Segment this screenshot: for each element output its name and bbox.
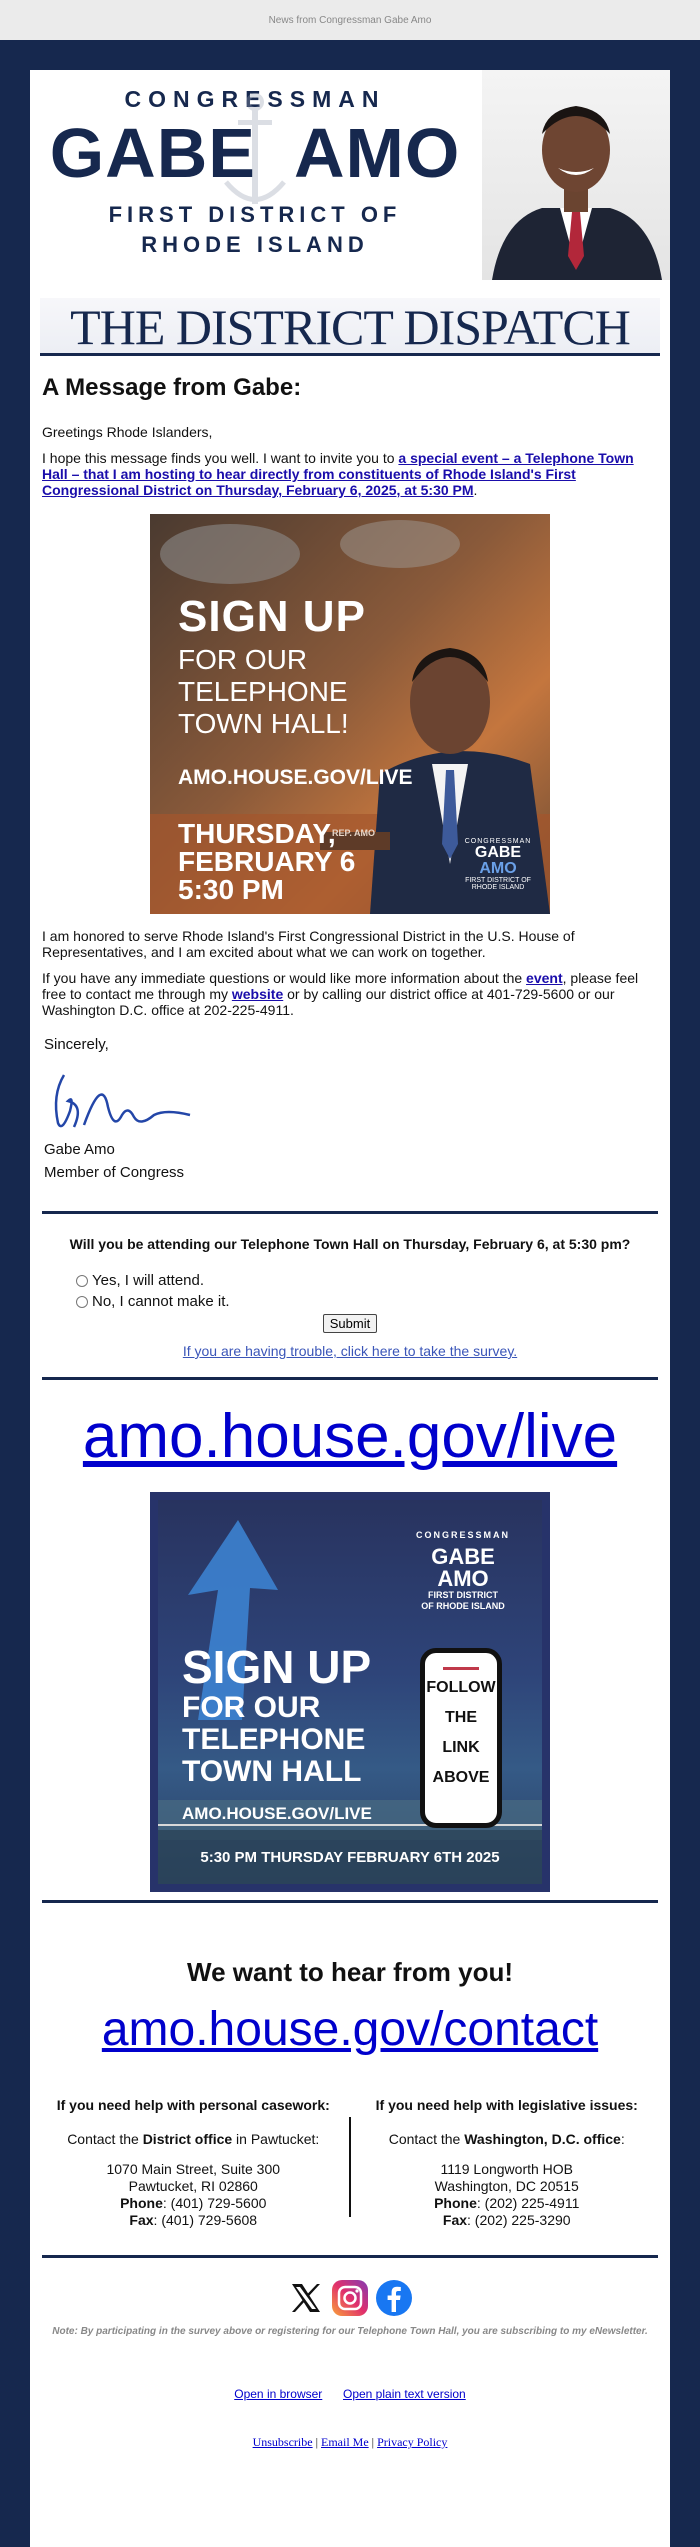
email-card <box>30 70 670 2547</box>
casework-phone: Phone: (401) 729-5600 <box>120 2195 267 2211</box>
logo-congressman: CONGRESSMAN <box>124 86 386 112</box>
promo-url: AMO.HOUSE.GOV/LIVE <box>178 766 413 789</box>
x-icon[interactable] <box>286 2278 326 2318</box>
promo2-brand-logo: CONGRESSMAN GABE AMO FIRST DISTRICT OF RHODE ISLAND <box>415 1530 510 1611</box>
radio-yes[interactable] <box>76 1275 88 1287</box>
legislative-fax: Fax: (202) 225-3290 <box>442 2212 571 2228</box>
message-heading: A Message from Gabe: <box>42 374 302 401</box>
signature-block <box>42 1036 658 1181</box>
promo2-date-line: 5:30 PM THURSDAY FEBRUARY 6TH 2025 <box>200 1849 500 1866</box>
social-icons <box>30 2278 670 2318</box>
casework-contact: Contact the District office in Pawtucket: <box>67 2131 320 2147</box>
signer-name: Gabe Amo <box>44 1141 115 1158</box>
promo2-subheading: FOR OUR TELEPHONE TOWN HALL <box>182 1691 366 1788</box>
privacy-policy-link[interactable]: Privacy Policy <box>377 2435 448 2449</box>
subscription-note: Note: By participating in the survey above or registering for our Telephone Town Hall, you are subscribing to my eNewsletter. <box>52 2326 648 2337</box>
casework-address-2: Pawtucket, RI 02860 <box>128 2178 258 2194</box>
handwritten-signature <box>44 1065 194 1135</box>
promo-date: THURSDAY, FEBRUARY 6 5:30 PM <box>178 818 356 905</box>
sincerely-text: Sincerely, <box>44 1036 109 1053</box>
submit-button[interactable]: Submit <box>323 1314 377 1333</box>
open-plain-text-link[interactable]: Open plain text version <box>342 2387 466 2401</box>
legal-links: Unsubscribe | Email Me | Privacy Policy <box>252 2435 448 2449</box>
congressman-portrait <box>482 70 670 280</box>
open-in-browser-link[interactable]: Open in browser <box>234 2387 323 2401</box>
promo-signup-heading: SIGN UP <box>178 592 366 641</box>
logo-name <box>30 116 480 190</box>
town-hall-promo-image[interactable] <box>150 514 550 914</box>
congressman-logo <box>30 70 480 280</box>
greeting-text: Greetings Rhode Islanders, <box>42 424 213 440</box>
survey-option-no[interactable]: No, I cannot make it. <box>76 1293 648 1310</box>
event-link[interactable]: event <box>526 970 563 986</box>
dispatch-masthead: THE DISTRICT DISPATCH <box>40 298 660 356</box>
signer-title: Member of Congress <box>44 1164 185 1181</box>
header-banner <box>30 70 670 280</box>
survey-form <box>30 1214 670 1377</box>
casework-column <box>38 2097 349 2229</box>
legislative-address-2: Washington, DC 20515 <box>434 2178 579 2194</box>
promo-subheading: FOR OUR TELEPHONE TOWN HALL! <box>178 644 349 739</box>
email-frame <box>0 40 700 2547</box>
unsubscribe-link[interactable]: Unsubscribe <box>252 2435 313 2449</box>
intro-paragraph: I hope this message finds you well. I want to invite you to a special event – a Telephone Town Hall – that I am hosting to hear directly from constituents of Rhode Island's First Congressional District on Thursday, February 6, 2025, at 5:30 PM. <box>42 450 634 498</box>
legislative-phone: Phone: (202) 225-4911 <box>434 2195 580 2211</box>
section-divider <box>42 2255 658 2258</box>
survey-question: Will you be attending our Telephone Town Hall on Thursday, February 6, at 5:30 pm? <box>69 1236 631 1252</box>
promo-nameplate: REP. AMO <box>332 828 376 838</box>
office-columns <box>30 2097 670 2229</box>
website-link[interactable]: website <box>231 986 284 1002</box>
hear-from-you-heading: We want to hear from you! <box>187 1957 513 1987</box>
casework-address-1: 1070 Main Street, Suite 300 <box>106 2161 281 2177</box>
logo-last-name: AMO <box>293 114 461 192</box>
survey-option-yes[interactable]: Yes, I will attend. <box>76 1272 648 1289</box>
casework-heading: If you need help with personal casework: <box>56 2097 330 2113</box>
view-options <box>30 2387 670 2401</box>
town-hall-promo-image-2[interactable] <box>150 1492 550 1892</box>
promo-brand-logo: CONGRESSMAN GABE AMO FIRST DISTRICT OF RHODE ISLAND <box>464 838 532 891</box>
message-section <box>30 374 670 1181</box>
honored-paragraph: I am honored to serve Rhode Island's First Congressional District in the U.S. House of Representatives, and I am excited about what we can work on together. <box>42 928 575 960</box>
contact-paragraph: If you have any immediate questions or would like more information about the event, please feel free to contact me through my website or by calling our district office at 401-729-5600 or our Washington D.C. office at 202-225-4911. <box>42 970 639 1018</box>
promo2-signup-heading: SIGN UP <box>182 1641 372 1693</box>
radio-no[interactable] <box>76 1296 88 1308</box>
legislative-contact: Contact the Washington, D.C. office: <box>388 2131 625 2147</box>
survey-trouble-link[interactable]: If you are having trouble, click here to take the survey. <box>182 1343 518 1359</box>
section-divider <box>42 1377 658 1380</box>
section-divider <box>42 1900 658 1903</box>
casework-fax: Fax: (401) 729-5608 <box>129 2212 258 2228</box>
phone-graphic: FOLLOW THE LINK ABOVE <box>420 1648 502 1828</box>
logo-first-name: GABE <box>49 114 256 192</box>
legislative-heading: If you need help with legislative issues: <box>375 2097 638 2113</box>
phone-accent-bar <box>443 1667 479 1670</box>
live-link[interactable]: amo.house.gov/live <box>82 1402 618 1471</box>
promo2-url: AMO.HOUSE.GOV/LIVE <box>182 1804 372 1823</box>
facebook-icon[interactable] <box>374 2278 414 2318</box>
event-invite-link[interactable]: a special event – a Telephone Town Hall – that I am hosting to hear directly from constituents of Rhode Island's First Congressional District on Thursday, February 6, 2025, at 5:30 PM <box>42 450 634 498</box>
legislative-address-1: 1119 Longworth HOB <box>440 2161 574 2177</box>
legislative-column <box>351 2097 662 2229</box>
submit-wrap <box>52 1314 648 1333</box>
instagram-icon[interactable] <box>330 2278 370 2318</box>
logo-subtitle-1: FIRST DISTRICT OF <box>108 202 402 227</box>
preheader-text: News from Congressman Gabe Amo <box>268 14 432 26</box>
email-me-link[interactable]: Email Me <box>321 2435 369 2449</box>
contact-link[interactable]: amo.house.gov/contact <box>101 2003 599 2056</box>
logo-subtitle-2: RHODE ISLAND <box>141 232 369 257</box>
